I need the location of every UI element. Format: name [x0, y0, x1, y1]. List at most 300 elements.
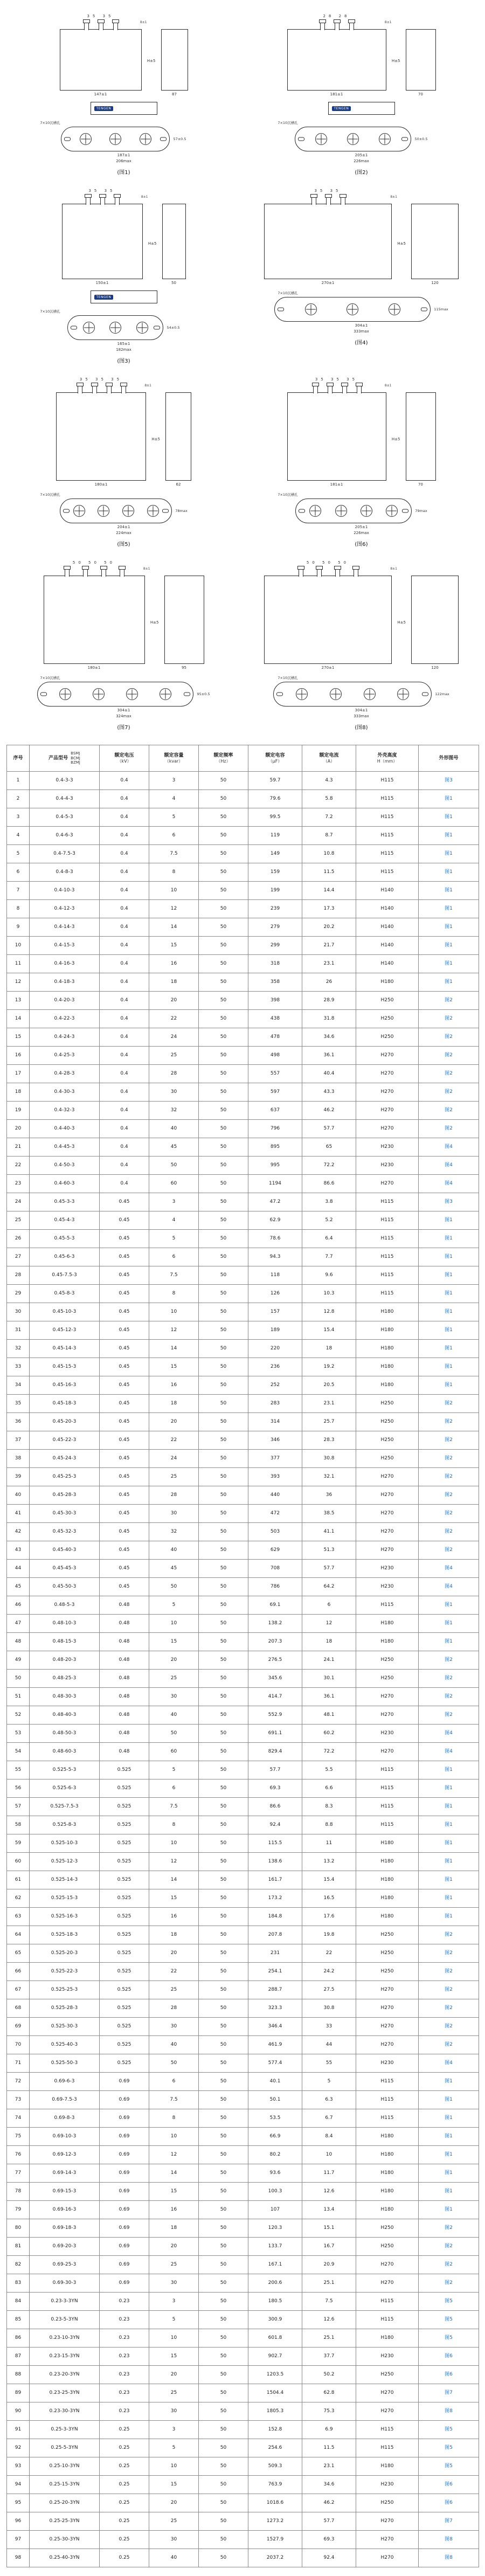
- cell-figure[interactable]: 图1: [419, 937, 479, 955]
- mounting-slot-icon: [64, 137, 71, 141]
- cell-no: 51: [7, 1688, 30, 1706]
- col-header-label: 产品型号: [48, 755, 68, 761]
- cell-voltage: 0.4: [100, 808, 149, 827]
- cell-model: 0.525-25-3: [30, 1981, 100, 1999]
- cell-no: 2: [7, 790, 30, 808]
- cell-figure[interactable]: 图2: [419, 1486, 479, 1505]
- cell-voltage: 0.48: [100, 1596, 149, 1615]
- cell-figure[interactable]: 图1: [419, 1761, 479, 1779]
- cell-figure[interactable]: 图2: [419, 1523, 479, 1541]
- cell-figure[interactable]: 图1: [419, 1321, 479, 1340]
- cell-figure[interactable]: 图5: [419, 2457, 479, 2476]
- cell-frequency: 50: [199, 1743, 248, 1761]
- cell-current: 19.8: [302, 1926, 356, 1944]
- cell-frequency: 50: [199, 1670, 248, 1688]
- cell-capacity: 15: [149, 937, 199, 955]
- flange-width-label: 204±1: [117, 525, 130, 529]
- cell-capacity: 20: [149, 992, 199, 1010]
- cell-figure[interactable]: 图4: [419, 1560, 479, 1578]
- cell-height: H230: [356, 1725, 419, 1743]
- capacitor-side-body: [161, 29, 188, 91]
- cell-current: 8.4: [302, 2128, 356, 2146]
- cell-figure[interactable]: 图2: [419, 1028, 479, 1047]
- cell-frequency: 50: [199, 863, 248, 882]
- terminal-nut-icon: [100, 566, 107, 570]
- cell-figure[interactable]: 图8: [419, 2549, 479, 2567]
- flange-row: [295, 127, 427, 151]
- cell-height: H180: [356, 1871, 419, 1889]
- cell-figure[interactable]: 图2: [419, 1450, 479, 1468]
- cell-figure[interactable]: 图1: [419, 918, 479, 937]
- cell-height: H270: [356, 1743, 419, 1761]
- cell-current: 18: [302, 1633, 356, 1651]
- cell-figure[interactable]: 图5: [419, 2293, 479, 2311]
- cell-model: 0.23-3-3YN: [30, 2293, 100, 2311]
- cell-frequency: 50: [199, 2256, 248, 2274]
- cell-frequency: 50: [199, 2549, 248, 2567]
- terminal-height-label: 8±1: [390, 567, 397, 571]
- cell-figure[interactable]: 图2: [419, 1120, 479, 1138]
- spec-table-section: [0, 742, 485, 2576]
- cell-height: H270: [356, 2531, 419, 2549]
- cell-height: H270: [356, 2256, 419, 2274]
- outline-figure-8: [245, 556, 477, 737]
- cell-figure[interactable]: 图1: [419, 1230, 479, 1248]
- cell-current: 7.7: [302, 1248, 356, 1266]
- cell-figure[interactable]: 图1: [419, 973, 479, 992]
- cell-figure[interactable]: 图1: [419, 900, 479, 918]
- cell-capacity: 25: [149, 1670, 199, 1688]
- figure-views: [245, 188, 477, 285]
- cell-capacitance: 231: [248, 1944, 302, 1963]
- cell-capacitance: 107: [248, 2201, 302, 2219]
- cell-figure[interactable]: 图2: [419, 1468, 479, 1486]
- cell-voltage: 0.4: [100, 790, 149, 808]
- cell-height: H180: [356, 1889, 419, 1908]
- cell-figure[interactable]: 图4: [419, 1578, 479, 1596]
- figure-caption: (图2): [355, 170, 368, 176]
- cell-capacity: 15: [149, 2348, 199, 2366]
- terminal-icon: [349, 22, 354, 30]
- cell-figure[interactable]: 图2: [419, 1102, 479, 1120]
- cell-figure[interactable]: 图4: [419, 1138, 479, 1157]
- cell-figure[interactable]: 图1: [419, 1285, 479, 1303]
- cell-model: 0.4-15-3: [30, 937, 100, 955]
- cell-figure[interactable]: 图1: [419, 1834, 479, 1853]
- cell-figure[interactable]: 图2: [419, 2238, 479, 2256]
- cell-figure[interactable]: 图6: [419, 2476, 479, 2494]
- mounting-hole-note: 7×10沉槽孔: [278, 121, 298, 125]
- cell-figure[interactable]: 图7: [419, 2384, 479, 2402]
- cell-current: 33: [302, 2018, 356, 2036]
- cell-frequency: 50: [199, 1450, 248, 1468]
- cell-current: 18: [302, 1340, 356, 1358]
- cell-height: H270: [356, 2549, 419, 2567]
- table-row: [7, 1725, 479, 1743]
- cell-voltage: 0.25: [100, 2531, 149, 2549]
- cell-current: 30.8: [302, 1999, 356, 2018]
- cell-figure[interactable]: 图2: [419, 1944, 479, 1963]
- cell-figure[interactable]: 图2: [419, 1706, 479, 1725]
- cell-capacitance: 53.5: [248, 2109, 302, 2128]
- figure-bottom-view: [245, 290, 477, 334]
- cell-frequency: 50: [199, 2164, 248, 2183]
- cell-voltage: 0.45: [100, 1193, 149, 1211]
- cell-capacitance: 629: [248, 1541, 302, 1560]
- cell-frequency: 50: [199, 2512, 248, 2531]
- height-dim-label: H±5: [397, 241, 406, 246]
- bolt-icon: [335, 505, 347, 517]
- col-header-unit: （kvar）: [164, 758, 183, 764]
- cell-frequency: 50: [199, 1010, 248, 1028]
- cell-figure[interactable]: 图6: [419, 2494, 479, 2512]
- terminal-nut-icon: [106, 383, 113, 386]
- cell-figure[interactable]: 图1: [419, 2073, 479, 2091]
- cell-capacity: 40: [149, 1706, 199, 1725]
- table-row: [7, 1065, 479, 1083]
- flange-max-width-label: 226max: [354, 159, 369, 163]
- cell-capacity: 5: [149, 1230, 199, 1248]
- cell-frequency: 50: [199, 2183, 248, 2201]
- flange-row: [60, 498, 187, 523]
- cell-capacity: 20: [149, 2366, 199, 2384]
- cell-figure[interactable]: 图5: [419, 2311, 479, 2329]
- cell-capacitance: 577.4: [248, 2054, 302, 2073]
- cell-height: H270: [356, 1505, 419, 1523]
- cell-model: 0.69-12-3: [30, 2146, 100, 2164]
- cell-figure[interactable]: 图1: [419, 1266, 479, 1285]
- cell-no: 84: [7, 2293, 30, 2311]
- cell-no: 60: [7, 1853, 30, 1871]
- cell-frequency: 50: [199, 937, 248, 955]
- cell-capacity: 4: [149, 1211, 199, 1230]
- mounting-slot-icon: [421, 308, 427, 311]
- cell-capacity: 50: [149, 1725, 199, 1743]
- cell-height: H180: [356, 1834, 419, 1853]
- table-row: [7, 1523, 479, 1541]
- cell-figure[interactable]: 图2: [419, 1651, 479, 1670]
- cell-figure[interactable]: 图2: [419, 1431, 479, 1450]
- table-row: [7, 2073, 479, 2091]
- cell-figure[interactable]: 图2: [419, 1047, 479, 1065]
- cell-model: 0.45-6-3: [30, 1248, 100, 1266]
- cell-height: H180: [356, 1853, 419, 1871]
- cell-figure[interactable]: 图1: [419, 1376, 479, 1395]
- terminal-icon: [328, 385, 332, 393]
- height-dim-label: H±5: [391, 437, 400, 441]
- cell-figure[interactable]: 图2: [419, 2256, 479, 2274]
- cell-frequency: 50: [199, 1248, 248, 1266]
- cell-capacitance: 786: [248, 1578, 302, 1596]
- cell-capacity: 25: [149, 2256, 199, 2274]
- cell-voltage: 0.525: [100, 1871, 149, 1889]
- cell-figure[interactable]: 图5: [419, 2329, 479, 2348]
- cell-figure[interactable]: 图1: [419, 1779, 479, 1798]
- table-row: [7, 2201, 479, 2219]
- cell-frequency: 50: [199, 1505, 248, 1523]
- cell-figure[interactable]: 图1: [419, 863, 479, 882]
- terminal-icon: [120, 569, 124, 577]
- cell-frequency: 50: [199, 808, 248, 827]
- terminal-nut-icon: [83, 19, 90, 23]
- cell-capacitance: 299: [248, 937, 302, 955]
- cell-model: 0.4-32-3: [30, 1102, 100, 1120]
- cell-current: 72.2: [302, 1743, 356, 1761]
- cell-figure[interactable]: 图5: [419, 2439, 479, 2457]
- cell-current: 12.6: [302, 2183, 356, 2201]
- cell-figure[interactable]: 图5: [419, 2421, 479, 2439]
- cell-voltage: 0.4: [100, 827, 149, 845]
- cell-model: 0.23-5-3YN: [30, 2311, 100, 2329]
- cell-figure[interactable]: 图1: [419, 2109, 479, 2128]
- cell-no: 1: [7, 772, 30, 790]
- cell-no: 45: [7, 1578, 30, 1596]
- cell-capacity: 18: [149, 1395, 199, 1413]
- cell-current: 46.2: [302, 1102, 356, 1120]
- terminal-icon: [121, 385, 126, 393]
- cell-capacity: 25: [149, 2512, 199, 2531]
- cell-figure[interactable]: 图2: [419, 2036, 479, 2054]
- cell-figure[interactable]: 图1: [419, 808, 479, 827]
- cell-frequency: 50: [199, 1926, 248, 1944]
- cell-figure[interactable]: 图1: [419, 1340, 479, 1358]
- cell-figure[interactable]: 图2: [419, 1926, 479, 1944]
- height-dim-label: H±5: [151, 437, 160, 441]
- cell-figure[interactable]: 图1: [419, 2201, 479, 2219]
- cell-current: 6.4: [302, 1230, 356, 1248]
- cell-figure[interactable]: 图1: [419, 1303, 479, 1321]
- cell-height: H270: [356, 2274, 419, 2293]
- cell-figure[interactable]: 图2: [419, 1981, 479, 1999]
- cell-figure[interactable]: 图2: [419, 1688, 479, 1706]
- terminal-nut-icon: [327, 383, 334, 386]
- bolt-icon: [59, 688, 71, 700]
- cell-figure[interactable]: 图1: [419, 1871, 479, 1889]
- cell-height: H270: [356, 2018, 419, 2036]
- cell-capacity: 28: [149, 1065, 199, 1083]
- flange-row: [295, 498, 427, 523]
- table-row: [7, 1889, 479, 1908]
- cell-figure[interactable]: 图3: [419, 1193, 479, 1211]
- cell-voltage: 0.23: [100, 2366, 149, 2384]
- cell-voltage: 0.69: [100, 2164, 149, 2183]
- cell-figure[interactable]: 图1: [419, 2128, 479, 2146]
- cell-figure[interactable]: 图2: [419, 1670, 479, 1688]
- cell-figure[interactable]: 图1: [419, 1596, 479, 1615]
- cell-figure[interactable]: 图3: [419, 772, 479, 790]
- cell-figure[interactable]: 图1: [419, 882, 479, 900]
- cell-capacity: 40: [149, 2036, 199, 2054]
- flange-depth-label: 78max: [175, 509, 188, 513]
- cell-voltage: 0.25: [100, 2549, 149, 2567]
- cell-figure[interactable]: 图2: [419, 2018, 479, 2036]
- cell-figure[interactable]: 图1: [419, 2164, 479, 2183]
- cell-figure[interactable]: 图2: [419, 2219, 479, 2238]
- cell-height: H270: [356, 1981, 419, 1999]
- cell-figure[interactable]: 图1: [419, 1211, 479, 1230]
- cell-figure[interactable]: 图2: [419, 1505, 479, 1523]
- cell-model: 0.525-18-3: [30, 1926, 100, 1944]
- cell-voltage: 0.48: [100, 1651, 149, 1670]
- bolt-icon: [347, 303, 358, 315]
- cell-model: 0.48-30-3: [30, 1688, 100, 1706]
- cell-figure[interactable]: 图4: [419, 1743, 479, 1761]
- cell-capacitance: 414.7: [248, 1688, 302, 1706]
- cell-figure[interactable]: 图1: [419, 1248, 479, 1266]
- cell-figure[interactable]: 图1: [419, 1633, 479, 1651]
- cell-capacity: 5: [149, 1596, 199, 1615]
- cell-figure[interactable]: 图2: [419, 992, 479, 1010]
- cell-capacity: 5: [149, 2439, 199, 2457]
- cell-figure[interactable]: 图1: [419, 1358, 479, 1376]
- cell-model: 0.69-16-3: [30, 2201, 100, 2219]
- cell-height: H250: [356, 1413, 419, 1431]
- cell-no: 93: [7, 2457, 30, 2476]
- cell-model: 0.4-7.5-3: [30, 845, 100, 863]
- cell-figure[interactable]: 图2: [419, 1083, 479, 1102]
- cell-figure[interactable]: 图1: [419, 2146, 479, 2164]
- capacitor-body: [264, 576, 392, 664]
- cell-current: 22: [302, 1944, 356, 1963]
- cell-figure[interactable]: 图1: [419, 2183, 479, 2201]
- cell-no: 18: [7, 1083, 30, 1102]
- table-row: [7, 1230, 479, 1248]
- cell-capacity: 50: [149, 1157, 199, 1175]
- terminal-pitch-label: 35 35: [88, 189, 116, 193]
- bolt-icon: [296, 688, 308, 700]
- cell-figure[interactable]: 图1: [419, 790, 479, 808]
- cell-capacitance: 57.7: [248, 1761, 302, 1779]
- cell-voltage: 0.69: [100, 2091, 149, 2109]
- cell-capacitance: 346.4: [248, 2018, 302, 2036]
- cell-figure[interactable]: 图6: [419, 2366, 479, 2384]
- cell-figure[interactable]: 图2: [419, 1395, 479, 1413]
- terminal-nut-icon: [325, 194, 332, 198]
- cell-figure[interactable]: 图2: [419, 1065, 479, 1083]
- figure-bottom-view: [8, 492, 240, 535]
- cell-no: 10: [7, 937, 30, 955]
- cell-model: 0.4-60-3: [30, 1175, 100, 1193]
- cell-current: 6.9: [302, 2421, 356, 2439]
- cell-figure[interactable]: 图8: [419, 2531, 479, 2549]
- bolt-icon: [122, 505, 134, 517]
- cell-figure[interactable]: 图4: [419, 1175, 479, 1193]
- flange-depth-label: 54±0.5: [167, 326, 180, 330]
- flange-width-label: 304±1: [117, 708, 130, 712]
- cell-frequency: 50: [199, 955, 248, 973]
- width-dim-label: 181±1: [330, 482, 343, 487]
- table-row: [7, 1028, 479, 1047]
- cell-figure[interactable]: 图6: [419, 2348, 479, 2366]
- cell-voltage: 0.45: [100, 1395, 149, 1413]
- cell-figure[interactable]: 图2: [419, 1963, 479, 1981]
- cell-frequency: 50: [199, 2384, 248, 2402]
- cell-model: 0.69-10-3: [30, 2128, 100, 2146]
- cell-figure[interactable]: 图2: [419, 1413, 479, 1431]
- cell-figure[interactable]: 图2: [419, 2274, 479, 2293]
- cell-no: 88: [7, 2366, 30, 2384]
- cell-figure[interactable]: 图4: [419, 2054, 479, 2073]
- cell-figure[interactable]: 图1: [419, 1615, 479, 1633]
- cell-no: 61: [7, 1871, 30, 1889]
- cell-figure[interactable]: 图7: [419, 2512, 479, 2531]
- cell-capacity: 45: [149, 1560, 199, 1578]
- cell-frequency: 50: [199, 2457, 248, 2476]
- cell-model: 0.45-28-3: [30, 1486, 100, 1505]
- col-header-label: 额定频率: [213, 753, 233, 759]
- cell-no: 31: [7, 1321, 30, 1340]
- cell-figure[interactable]: 图1: [419, 1816, 479, 1834]
- cell-no: 83: [7, 2274, 30, 2293]
- cell-figure[interactable]: 图1: [419, 1889, 479, 1908]
- cell-height: H180: [356, 1376, 419, 1395]
- cell-capacitance: 100.3: [248, 2183, 302, 2201]
- cell-figure[interactable]: 图4: [419, 1157, 479, 1175]
- cell-voltage: 0.4: [100, 1120, 149, 1138]
- cell-voltage: 0.525: [100, 1816, 149, 1834]
- cell-frequency: 50: [199, 772, 248, 790]
- cell-figure[interactable]: 图1: [419, 955, 479, 973]
- cell-figure[interactable]: 图1: [419, 1853, 479, 1871]
- flange-max-width-label: 206max: [116, 159, 131, 163]
- width-dim-label: 147±1: [94, 92, 107, 96]
- cell-model: 0.69-8-3: [30, 2109, 100, 2128]
- cell-figure[interactable]: 图4: [419, 1725, 479, 1743]
- cell-model: 0.525-8-3: [30, 1816, 100, 1834]
- cell-capacitance: 1018.6: [248, 2494, 302, 2512]
- col-header-figure: [419, 745, 479, 772]
- cell-figure[interactable]: 图1: [419, 1908, 479, 1926]
- figure-front-view: [60, 13, 156, 96]
- cell-figure[interactable]: 图2: [419, 1010, 479, 1028]
- cell-no: 40: [7, 1486, 30, 1505]
- cell-no: 73: [7, 2091, 30, 2109]
- bolt-icon: [389, 303, 400, 315]
- flange-max-width-label: 224max: [116, 531, 131, 535]
- width-dim-label: 150±1: [95, 281, 109, 285]
- terminal-icon: [83, 569, 88, 577]
- cell-capacity: 14: [149, 918, 199, 937]
- cell-height: H180: [356, 1633, 419, 1651]
- cell-current: 6.3: [302, 2091, 356, 2109]
- cell-voltage: 0.69: [100, 2109, 149, 2128]
- cell-figure[interactable]: 图2: [419, 1541, 479, 1560]
- cell-frequency: 50: [199, 900, 248, 918]
- cell-voltage: 0.4: [100, 992, 149, 1010]
- cell-figure[interactable]: 图2: [419, 1999, 479, 2018]
- cell-model: 0.525-14-3: [30, 1871, 100, 1889]
- cell-capacitance: 93.6: [248, 2164, 302, 2183]
- cell-model: 0.25-40-3YN: [30, 2549, 100, 2567]
- cell-capacity: 20: [149, 2238, 199, 2256]
- cell-height: H115: [356, 2439, 419, 2457]
- flange-row: [61, 127, 186, 151]
- cell-capacity: 12: [149, 1321, 199, 1340]
- mounting-slot-icon: [40, 693, 47, 696]
- cell-figure[interactable]: 图1: [419, 827, 479, 845]
- cell-model: 0.48-5-3: [30, 1596, 100, 1615]
- cell-no: 70: [7, 2036, 30, 2054]
- cell-voltage: 0.4: [100, 937, 149, 955]
- cell-current: 14.4: [302, 882, 356, 900]
- cell-figure[interactable]: 图1: [419, 1798, 479, 1816]
- table-row: [7, 2238, 479, 2256]
- cell-figure[interactable]: 图1: [419, 845, 479, 863]
- cell-figure[interactable]: 图8: [419, 2402, 479, 2421]
- cell-figure[interactable]: 图1: [419, 2091, 479, 2109]
- cell-model: 0.45-24-3: [30, 1450, 100, 1468]
- cell-capacity: 20: [149, 1651, 199, 1670]
